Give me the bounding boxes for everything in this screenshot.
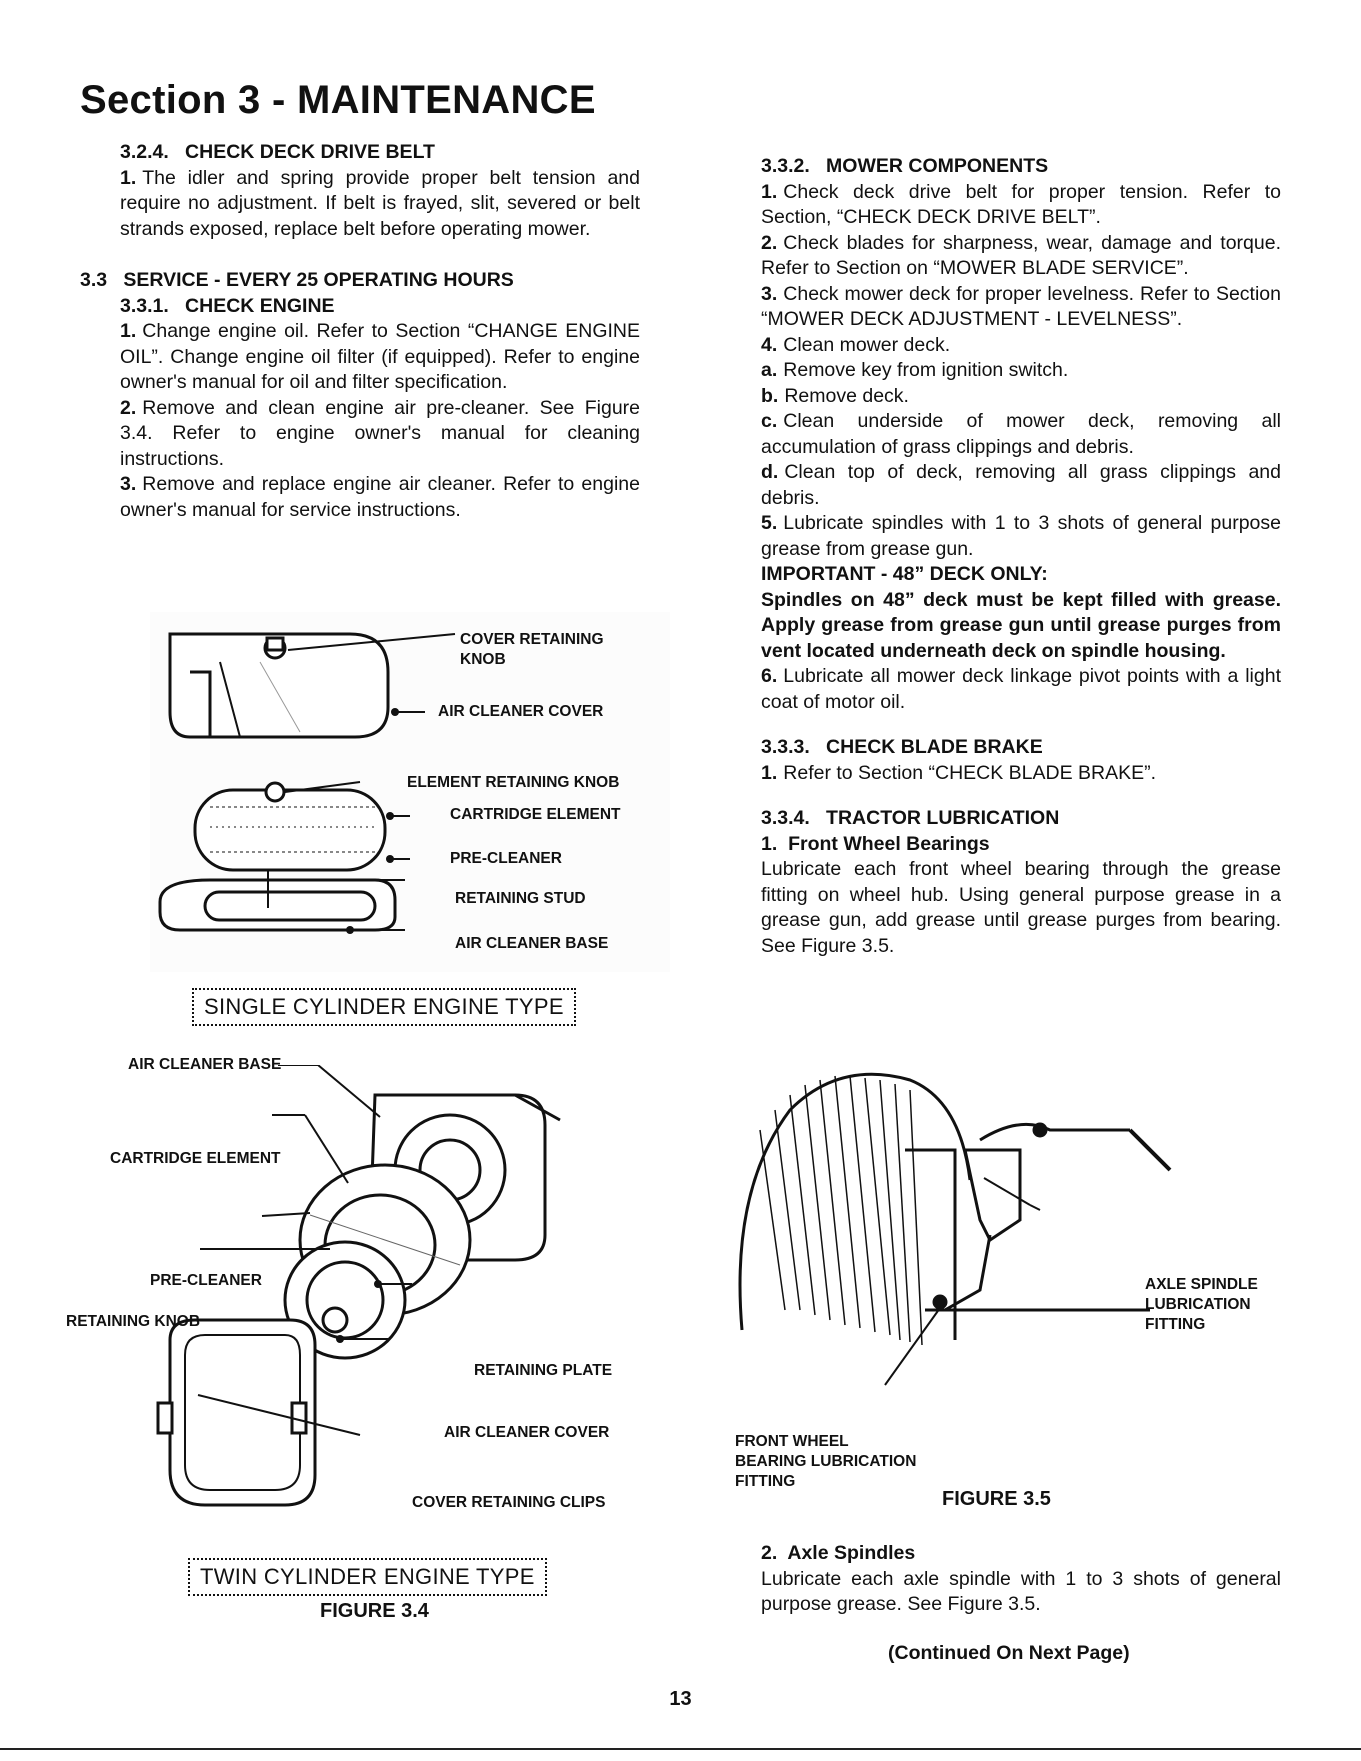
item-number: 1. bbox=[761, 180, 778, 203]
item-number: 5. bbox=[761, 512, 778, 534]
label-line: COVER RETAINING bbox=[460, 631, 604, 648]
label-pre-cleaner: PRE-CLEANER bbox=[450, 850, 562, 867]
paragraph-text: Check mower deck for proper levelness. Refer to Section “MOWER DECK ADJUSTMENT - LEVELNESS”. bbox=[761, 282, 1281, 330]
left-column bbox=[80, 140, 640, 523]
paragraph-text: Remove and clean engine air pre-cleaner. See Figure 3.4. Refer to engine owner's manual for cleaning instructions. bbox=[120, 396, 640, 470]
heading-3-3-1: 3.3.1. CHECK ENGINE bbox=[120, 294, 335, 317]
label-twin-retaining-knob: RETAINING KNOB bbox=[66, 1313, 201, 1330]
paragraph-text: Remove and replace engine air cleaner. Refer to engine owner's manual for service instructions. bbox=[120, 473, 640, 521]
paragraph-text: Clean underside of mower deck, removing all accumulation of grass clippings and debris. bbox=[761, 410, 1281, 458]
page-title: Section 3 - MAINTENANCE bbox=[80, 78, 596, 122]
label-air-cleaner-cover: AIR CLEANER COVER bbox=[438, 703, 604, 720]
label-air-cleaner-base: AIR CLEANER BASE bbox=[455, 935, 609, 952]
paragraph-text: Lubricate all mower deck linkage pivot points with a light coat of motor oil. bbox=[761, 665, 1281, 713]
paragraph bbox=[761, 333, 1281, 359]
subheading-axle-spindles: 2. Axle Spindles bbox=[761, 1542, 916, 1564]
paragraph bbox=[761, 358, 1281, 384]
label-cartridge-element: CARTRIDGE ELEMENT bbox=[450, 806, 621, 823]
paragraph: Lubricate each front wheel bearing through the grease fitting on wheel hub. Using general purpose grease in a grease gun, add grease until grease purges from bearing. See Figure 3.5. bbox=[761, 858, 1281, 957]
item-letter: a. bbox=[761, 359, 778, 381]
paragraph bbox=[761, 664, 1281, 715]
label-line: KNOB bbox=[460, 651, 506, 668]
item-number: 2. bbox=[120, 396, 137, 419]
item-number: 1. bbox=[120, 166, 137, 189]
paragraph-text: Check blades for sharpness, wear, damage and torque. Refer to Section on “MOWER BLADE SERVICE”. bbox=[761, 231, 1281, 279]
page-number: 13 bbox=[669, 1688, 692, 1710]
paragraph-text: Lubricate spindles with 1 to 3 shots of general purpose grease from grease gun. bbox=[761, 512, 1281, 560]
right-column-bottom bbox=[761, 1541, 1281, 1618]
paragraph bbox=[761, 460, 1281, 511]
heading-3-2-4: 3.2.4. CHECK DECK DRIVE BELT bbox=[120, 141, 435, 163]
label-line: FITTING bbox=[1145, 1316, 1206, 1333]
important-heading: IMPORTANT - 48” DECK ONLY: bbox=[761, 563, 1048, 585]
label-element-retaining-knob: ELEMENT RETAINING KNOB bbox=[407, 774, 620, 791]
item-number: 2. bbox=[761, 231, 778, 254]
single-cylinder-engine-type-box: SINGLE CYLINDER ENGINE TYPE bbox=[192, 988, 576, 1026]
label-twin-air-cleaner-base: AIR CLEANER BASE bbox=[128, 1056, 282, 1073]
label-twin-cover-retaining-clips: COVER RETAINING CLIPS bbox=[412, 1494, 606, 1511]
label-line: FITTING bbox=[735, 1473, 796, 1490]
label-twin-cartridge-element: CARTRIDGE ELEMENT bbox=[110, 1150, 281, 1167]
paragraph bbox=[761, 409, 1281, 460]
paragraph bbox=[761, 180, 1281, 231]
paragraph bbox=[761, 282, 1281, 333]
cartridge-element-drawing bbox=[195, 783, 385, 870]
paragraph bbox=[761, 384, 1281, 410]
item-number: 3. bbox=[120, 473, 137, 495]
paragraph bbox=[80, 166, 640, 243]
item-number: 6. bbox=[761, 665, 778, 687]
label-twin-pre-cleaner: PRE-CLEANER bbox=[150, 1272, 262, 1289]
heading-3-3-3: 3.3.3. CHECK BLADE BRAKE bbox=[761, 736, 1043, 758]
heading-3-3-2: 3.3.2. MOWER COMPONENTS bbox=[761, 155, 1049, 177]
label-axle-spindle-lubrication-fitting bbox=[1145, 1275, 1258, 1335]
paragraph bbox=[80, 396, 640, 473]
subheading-front-wheel-bearings: 1. Front Wheel Bearings bbox=[761, 832, 990, 855]
figure-3-4-twin-illustration bbox=[150, 1065, 590, 1525]
paragraph bbox=[80, 319, 640, 396]
twin-cylinder-engine-type-box: TWIN CYLINDER ENGINE TYPE bbox=[188, 1558, 547, 1596]
label-twin-air-cleaner-cover: AIR CLEANER COVER bbox=[444, 1424, 610, 1441]
paragraph-text: Remove deck. bbox=[784, 384, 909, 407]
item-letter: d. bbox=[761, 461, 779, 483]
figure-3-5-caption: FIGURE 3.5 bbox=[942, 1488, 1051, 1510]
paragraph-text: Clean mower deck. bbox=[783, 333, 951, 356]
label-twin-retaining-plate: RETAINING PLATE bbox=[474, 1362, 613, 1379]
paragraph-text: The idler and spring provide proper belt tension and require no adjustment. If belt is frayed, slit, severed or belt strands exposed, replace belt before operating mower. bbox=[120, 166, 640, 240]
paragraph-text: Change engine oil. Refer to Section “CHANGE ENGINE OIL”. Change engine oil filter (if equipped). Refer to engine owner's manual for oil and filter specification. bbox=[120, 320, 640, 393]
paragraph-text: Check deck drive belt for proper tension. Refer to Section, “CHECK DECK DRIVE BELT”. bbox=[761, 180, 1281, 228]
paragraph bbox=[761, 761, 1281, 787]
figure-3-4-caption: FIGURE 3.4 bbox=[320, 1600, 429, 1622]
item-letter: c. bbox=[761, 410, 778, 432]
label-line: FRONT WHEEL bbox=[735, 1433, 849, 1450]
paragraph: Lubricate each axle spindle with 1 to 3 shots of general purpose grease. See Figure 3.5. bbox=[761, 1567, 1281, 1615]
continued-note: (Continued On Next Page) bbox=[888, 1642, 1130, 1664]
label-line: LUBRICATION bbox=[1145, 1296, 1251, 1313]
heading-3-3: 3.3 SERVICE - EVERY 25 OPERATING HOURS bbox=[80, 269, 514, 291]
label-line: AXLE SPINDLE bbox=[1145, 1276, 1258, 1293]
item-number: 1. bbox=[120, 320, 137, 342]
heading-3-3-4: 3.3.4. TRACTOR LUBRICATION bbox=[761, 807, 1060, 829]
paragraph bbox=[761, 231, 1281, 282]
bottom-rule bbox=[0, 1748, 1361, 1750]
item-number: 4. bbox=[761, 333, 778, 356]
item-letter: b. bbox=[761, 384, 779, 407]
figure-3-5-illustration bbox=[730, 1070, 1290, 1450]
paragraph bbox=[761, 511, 1281, 562]
paragraph-text: Remove key from ignition switch. bbox=[783, 359, 1069, 381]
paragraph bbox=[80, 472, 640, 523]
right-column bbox=[761, 154, 1281, 959]
label-cover-retaining-knob bbox=[460, 630, 604, 670]
label-line: BEARING LUBRICATION bbox=[735, 1453, 917, 1470]
paragraph-text: Refer to Section “CHECK BLADE BRAKE”. bbox=[783, 761, 1157, 784]
important-note: Spindles on 48” deck must be kept filled with grease. Apply grease from grease gun until grease purges from vent located underneath deck on spindle housing. bbox=[761, 588, 1281, 662]
paragraph-text: Clean top of deck, removing all grass clippings and debris. bbox=[761, 461, 1281, 509]
item-number: 3. bbox=[761, 282, 778, 305]
twin-cover-drawing bbox=[158, 1320, 315, 1505]
spindle-drawing bbox=[925, 1124, 1170, 1310]
air-cleaner-cover-drawing bbox=[170, 634, 388, 737]
label-retaining-stud: RETAINING STUD bbox=[455, 890, 586, 907]
label-front-wheel-bearing-lubrication-fitting bbox=[735, 1432, 916, 1492]
item-number: 1. bbox=[761, 761, 778, 784]
